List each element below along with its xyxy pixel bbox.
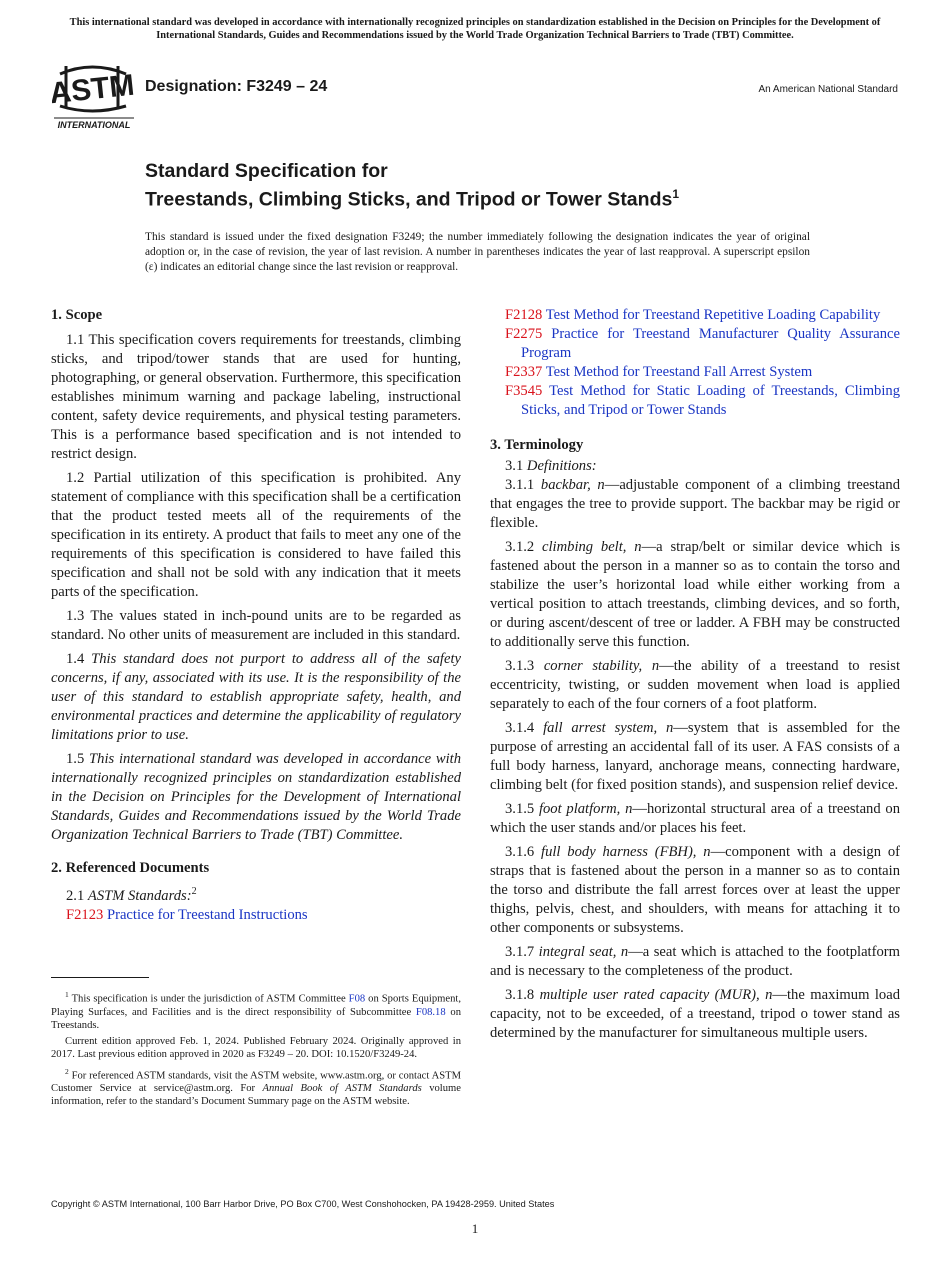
para-1-3: 1.3 The values stated in inch-pound units are to be regarded as standard. No other units of measurement are included in this standard. xyxy=(51,608,461,643)
definition-num: 3.1.4 xyxy=(505,720,535,736)
footnote-2-text-b: volume information, refer to the standard’s Document Summary page on the ASTM website. xyxy=(51,1083,461,1108)
ref-item[interactable] xyxy=(490,382,900,420)
astm-logo-icon xyxy=(52,56,136,132)
footnote-2-italic: Annual Book of ASTM Standards xyxy=(262,1083,422,1095)
definition-text: —the maximum load capacity, not to be exceeded, of a treestand, tripod o tower stand as determined by the manufacturer for simultaneous multiple users. xyxy=(490,987,901,1041)
ref-item[interactable] xyxy=(490,363,900,382)
title-footnote-mark: 1 xyxy=(672,187,680,201)
ref-code[interactable]: F2128 xyxy=(505,307,543,323)
para-1-4-num: 1.4 xyxy=(66,651,85,667)
intro-paragraph: This standard is issued under the fixed designation F3249; the number immediately following the designation indicates the year of original adoption or, in the case of revision, the year of last revision. A number in parentheses indicates the year of last reapproval. A superscript epsilon (ε) indicates an editorial change since the last revision or reapproval. xyxy=(145,231,810,274)
definition xyxy=(490,843,900,938)
para-1-5-text: This international standard was developed in accordance with internationally recognized principles on standardization established in the Decision on Principles for the Development of International Standards, Guides and Recommendations issued by the World Trade Organization Technical Barriers to Trade (TBT) Committee. xyxy=(51,751,462,843)
footnote-2 xyxy=(51,1065,461,1109)
definition-term: full body harness (FBH), n xyxy=(541,844,711,860)
title-line-2-text: Treestands, Climbing Sticks, and Tripod or Tower Stands xyxy=(145,188,673,211)
para-1-5 xyxy=(51,750,461,845)
definition-term: corner stability, n xyxy=(543,658,660,674)
ref-title[interactable]: Practice for Treestand Manufacturer Quality Assurance Program xyxy=(521,326,900,361)
top-notice: This international standard was developed in accordance with internationally recognized principles on standardization established in the Decision on Principles for the Development of International Standards, Guides and Recommendations issued by the World Trade Organization Technical Barriers to Trade (TBT) Committee. xyxy=(69,17,881,41)
astm-logo xyxy=(52,56,136,132)
footnote-1-edition: Current edition approved Feb. 1, 2024. Published February 2024. Originally approved in 2017. Last previous edition approved in 2020 as F3249 – 20. DOI: 10.1520/F3249-24. xyxy=(51,1036,461,1061)
definition-text: —a strap/belt or similar device which is fastened about the person in a manner so as to contain the torso and stabilize the user’s horizontal load while either working from a vertical position to attach treestands, climbing devices, and so forth, or during ascent/descent of tree or ladder. A FBH may be constructed to additionally serve this function. xyxy=(490,539,901,650)
ref-code[interactable]: F3545 xyxy=(505,383,543,399)
ref-code[interactable]: F2123 xyxy=(66,906,104,923)
logo-mark-text: ASTM xyxy=(52,68,136,111)
footnote-1-text-c: on Treestands. xyxy=(51,1006,461,1031)
para-1-4 xyxy=(51,650,461,745)
ref-title[interactable]: Test Method for Static Loading of Treestands, Climbing Sticks, and Tripod or Tower Stands xyxy=(521,383,901,418)
definition-num: 3.1.7 xyxy=(505,944,535,960)
ref-title[interactable]: Practice for Treestand Instructions xyxy=(106,906,308,923)
footnote-2-text-a: For referenced ASTM standards, visit the ASTM website, www.astm.org, or contact ASTM Customer Service at service@astm.org. For xyxy=(51,1070,461,1095)
subcommittee-link[interactable]: F08.18 xyxy=(415,1006,446,1018)
ref-title[interactable]: Test Method for Treestand Fall Arrest System xyxy=(545,364,813,380)
ref-code[interactable]: F2337 xyxy=(505,364,543,380)
definition-text: —system that is assembled for the purpose of arresting an accidental fall of its user. A FAS consists of a full body harness, lanyard, anchorage means, connecting hardware, climbing belt (for fixed position stands), and suspension relief device. xyxy=(490,720,900,793)
section-3-heading: 3. Terminology xyxy=(490,437,584,453)
ref-item[interactable] xyxy=(51,906,461,925)
definition-num: 3.1.6 xyxy=(505,844,535,860)
section-1-heading: 1. Scope xyxy=(51,307,103,323)
definition-num: 3.1.8 xyxy=(505,987,535,1003)
definition xyxy=(490,719,900,795)
page-title xyxy=(145,160,905,212)
definition-text: —adjustable component of a climbing treestand that engages the tree to provide support. The backbar may be rigid or flexible. xyxy=(490,477,900,531)
committee-link[interactable]: F08 xyxy=(348,993,366,1005)
copyright: Copyright © ASTM International, 100 Barr Harbor Drive, PO Box C700, West Conshohocken, PA 19428-2959. United States xyxy=(51,1199,555,1209)
footnote-1 xyxy=(51,988,461,1032)
definition xyxy=(490,800,900,838)
definition xyxy=(490,986,900,1043)
definition-term: multiple user rated capacity (MUR), n xyxy=(539,987,773,1003)
definition-text: —component with a design of straps that is fastened about the person in a manner so as to contain the torso and distribute the fall arrest forces over at least the upper thighs, pelvis, chest, and shoulders, with means for attaching it to other components or subsystems. xyxy=(490,844,900,936)
para-2-1-num: 2.1 xyxy=(66,887,85,904)
footnote-2-mark: 2 xyxy=(65,1066,69,1076)
para-3-1-num: 3.1 xyxy=(505,458,524,474)
footnote-1-text-b: on Sports Equipment, Playing Surfaces, and Facilities and is the direct responsibility of Subcommittee xyxy=(51,993,461,1018)
definition-term: foot platform, n xyxy=(538,801,633,817)
definition-text: —horizontal structural area of a treestand on which the user stands and/or places his feet. xyxy=(490,801,900,836)
para-3-1-label: Definitions: xyxy=(526,458,597,474)
definition xyxy=(490,943,900,981)
footnote-1-text-a: This specification is under the jurisdiction of ASTM Committee xyxy=(71,993,349,1005)
definition-text: —the ability of a treestand to resist eccentricity, twisting, or sudden movement when load is applied separately to each of the four corners of a foot platform. xyxy=(490,658,900,712)
left-column xyxy=(51,306,461,925)
definition xyxy=(490,476,900,533)
footnote-1-mark: 1 xyxy=(65,990,69,999)
definition xyxy=(490,657,900,714)
definition-term: climbing belt, n xyxy=(542,539,642,555)
para-2-1 xyxy=(51,882,461,906)
definition-term: integral seat, n xyxy=(538,944,629,960)
definition-num: 3.1.2 xyxy=(505,539,535,555)
footnotes xyxy=(51,988,461,1112)
right-column xyxy=(490,306,900,1048)
para-1-1: 1.1 This specification covers requirements for treestands, climbing sticks, and tripod/tower stands that are used for hunting, photographing, or general observation. Furthermore, this specification establishes minimum warning and package labeling, instructional content, safety device requirements, and physical testing parameters. This is a performance based specification and is not intended to restrict design. xyxy=(51,332,461,462)
logo-word: INTERNATIONAL xyxy=(57,120,131,130)
title-line-1: Standard Specification for xyxy=(145,160,388,182)
para-3-1 xyxy=(490,457,900,476)
ref-title[interactable]: Test Method for Treestand Repetitive Loading Capability xyxy=(545,307,881,323)
definition-num: 3.1.1 xyxy=(505,477,535,493)
definition-num: 3.1.5 xyxy=(505,801,535,817)
ref-item[interactable] xyxy=(490,325,900,363)
para-1-5-num: 1.5 xyxy=(66,751,85,767)
definition-term: fall arrest system, n xyxy=(543,720,674,736)
definition-term: backbar, n xyxy=(540,477,605,493)
national-standard: An American National Standard xyxy=(758,84,898,95)
ref-code[interactable]: F2275 xyxy=(505,326,543,342)
para-1-4-text: This standard does not purport to address all of the safety concerns, if any, associated with its use. It is the responsibility of the user of this standard to establish appropriate safety, health, and environmental practices and determine the applicability of regulatory limitations prior to use. xyxy=(51,651,461,743)
page-number: 1 xyxy=(471,1221,479,1236)
designation: Designation: F3249 – 24 xyxy=(145,78,328,95)
ref-item[interactable] xyxy=(490,306,900,325)
definition xyxy=(490,538,900,652)
para-1-2: 1.2 Partial utilization of this specification is prohibited. Any statement of compliance with this specification shall be a certification that the product tested meets all of the requirements of the specification in its entirety. A product that fails to meet any one of the requirements of this specification is considered to have failed this specification and shall not be sold with any indication that it meets parts of the specification. xyxy=(51,470,461,600)
definition-num: 3.1.3 xyxy=(505,658,535,674)
footnote-divider xyxy=(51,977,149,978)
section-2-heading: 2. Referenced Documents xyxy=(51,860,210,876)
definition-text: —a seat which is attached to the footplatform and is necessary to the completeness of the product. xyxy=(490,944,900,979)
para-2-1-label: ASTM Standards: xyxy=(87,887,192,904)
title-line-2 xyxy=(145,183,905,212)
para-2-1-sup: 2 xyxy=(191,886,197,897)
